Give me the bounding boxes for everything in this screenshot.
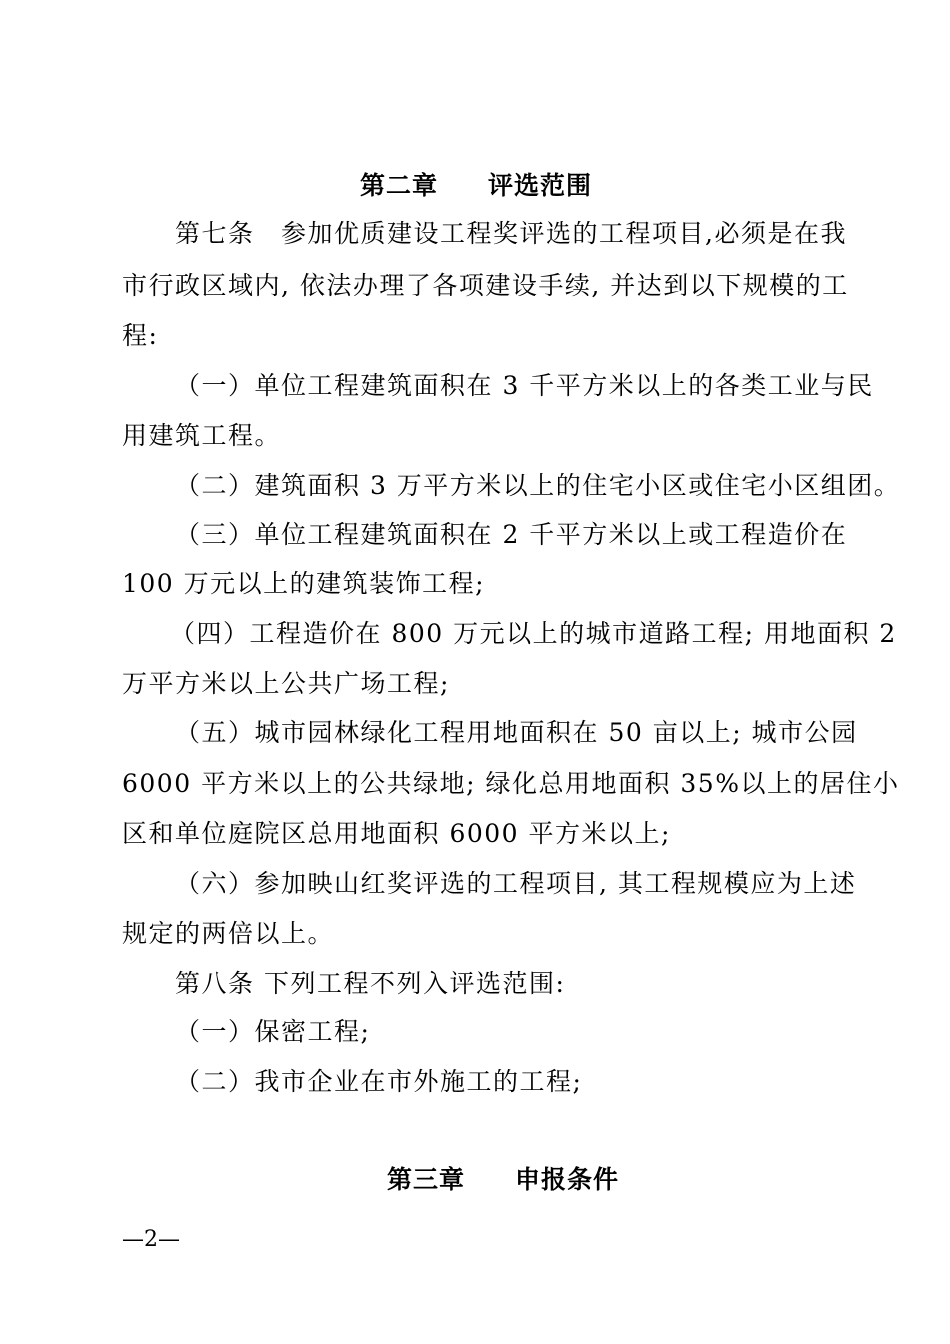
chapter-2-heading [360, 170, 592, 202]
item-5-line-2: 6000 平方米以上的公共绿地; 绿化总用地面积 35%以上的居住小 [122, 769, 900, 798]
article-7-line-2: 市行政区域内, 依法办理了各项建设手续, 并达到以下规模的工 [122, 271, 849, 300]
item-3-line-1: （三）单位工程建筑面积在 2 千平方米以上或工程造价在 [175, 520, 848, 549]
item-6-line-2: 规定的两倍以上。 [122, 919, 335, 948]
item-1-line-2: 用建筑工程。 [122, 421, 282, 450]
item-5-line-1: （五）城市园林绿化工程用地面积在 50 亩以上; 城市公园 [175, 718, 858, 747]
article-8-line-1: 第八条 下列工程不列入评选范围: [175, 969, 566, 998]
chapter-2-number: 第二章 [360, 171, 439, 200]
page-number: —2— [122, 1227, 180, 1252]
item-4-line-2: 万平方米以上公共广场工程; [122, 669, 450, 698]
chapter-3-heading [387, 1164, 619, 1196]
item-2-line-1: （二）建筑面积 3 万平方米以上的住宅小区或住宅小区组团。 [175, 471, 901, 500]
item-1-line-1: （一）单位工程建筑面积在 3 千平方米以上的各类工业与民 [175, 371, 874, 400]
chapter-3-number: 第三章 [387, 1165, 466, 1194]
article-7-line-3: 程: [122, 321, 159, 350]
article-7-line-1: 第七条 参加优质建设工程奖评选的工程项目,必须是在我 [175, 219, 847, 248]
item-6-line-1: （六）参加映山红奖评选的工程项目, 其工程规模应为上述 [175, 869, 857, 898]
article-8-item-1: （一）保密工程; [175, 1017, 371, 1046]
chapter-3-title: 申报条件 [515, 1165, 620, 1194]
chapter-2-title: 评选范围 [488, 171, 593, 200]
item-3-line-2: 100 万元以上的建筑装饰工程; [122, 569, 486, 598]
item-4-line-1: （四）工程造价在 800 万元以上的城市道路工程; 用地面积 2 [170, 619, 897, 648]
article-8-item-2: （二）我市企业在市外施工的工程; [175, 1067, 583, 1096]
item-5-line-3: 区和单位庭院区总用地面积 6000 平方米以上; [122, 819, 671, 848]
